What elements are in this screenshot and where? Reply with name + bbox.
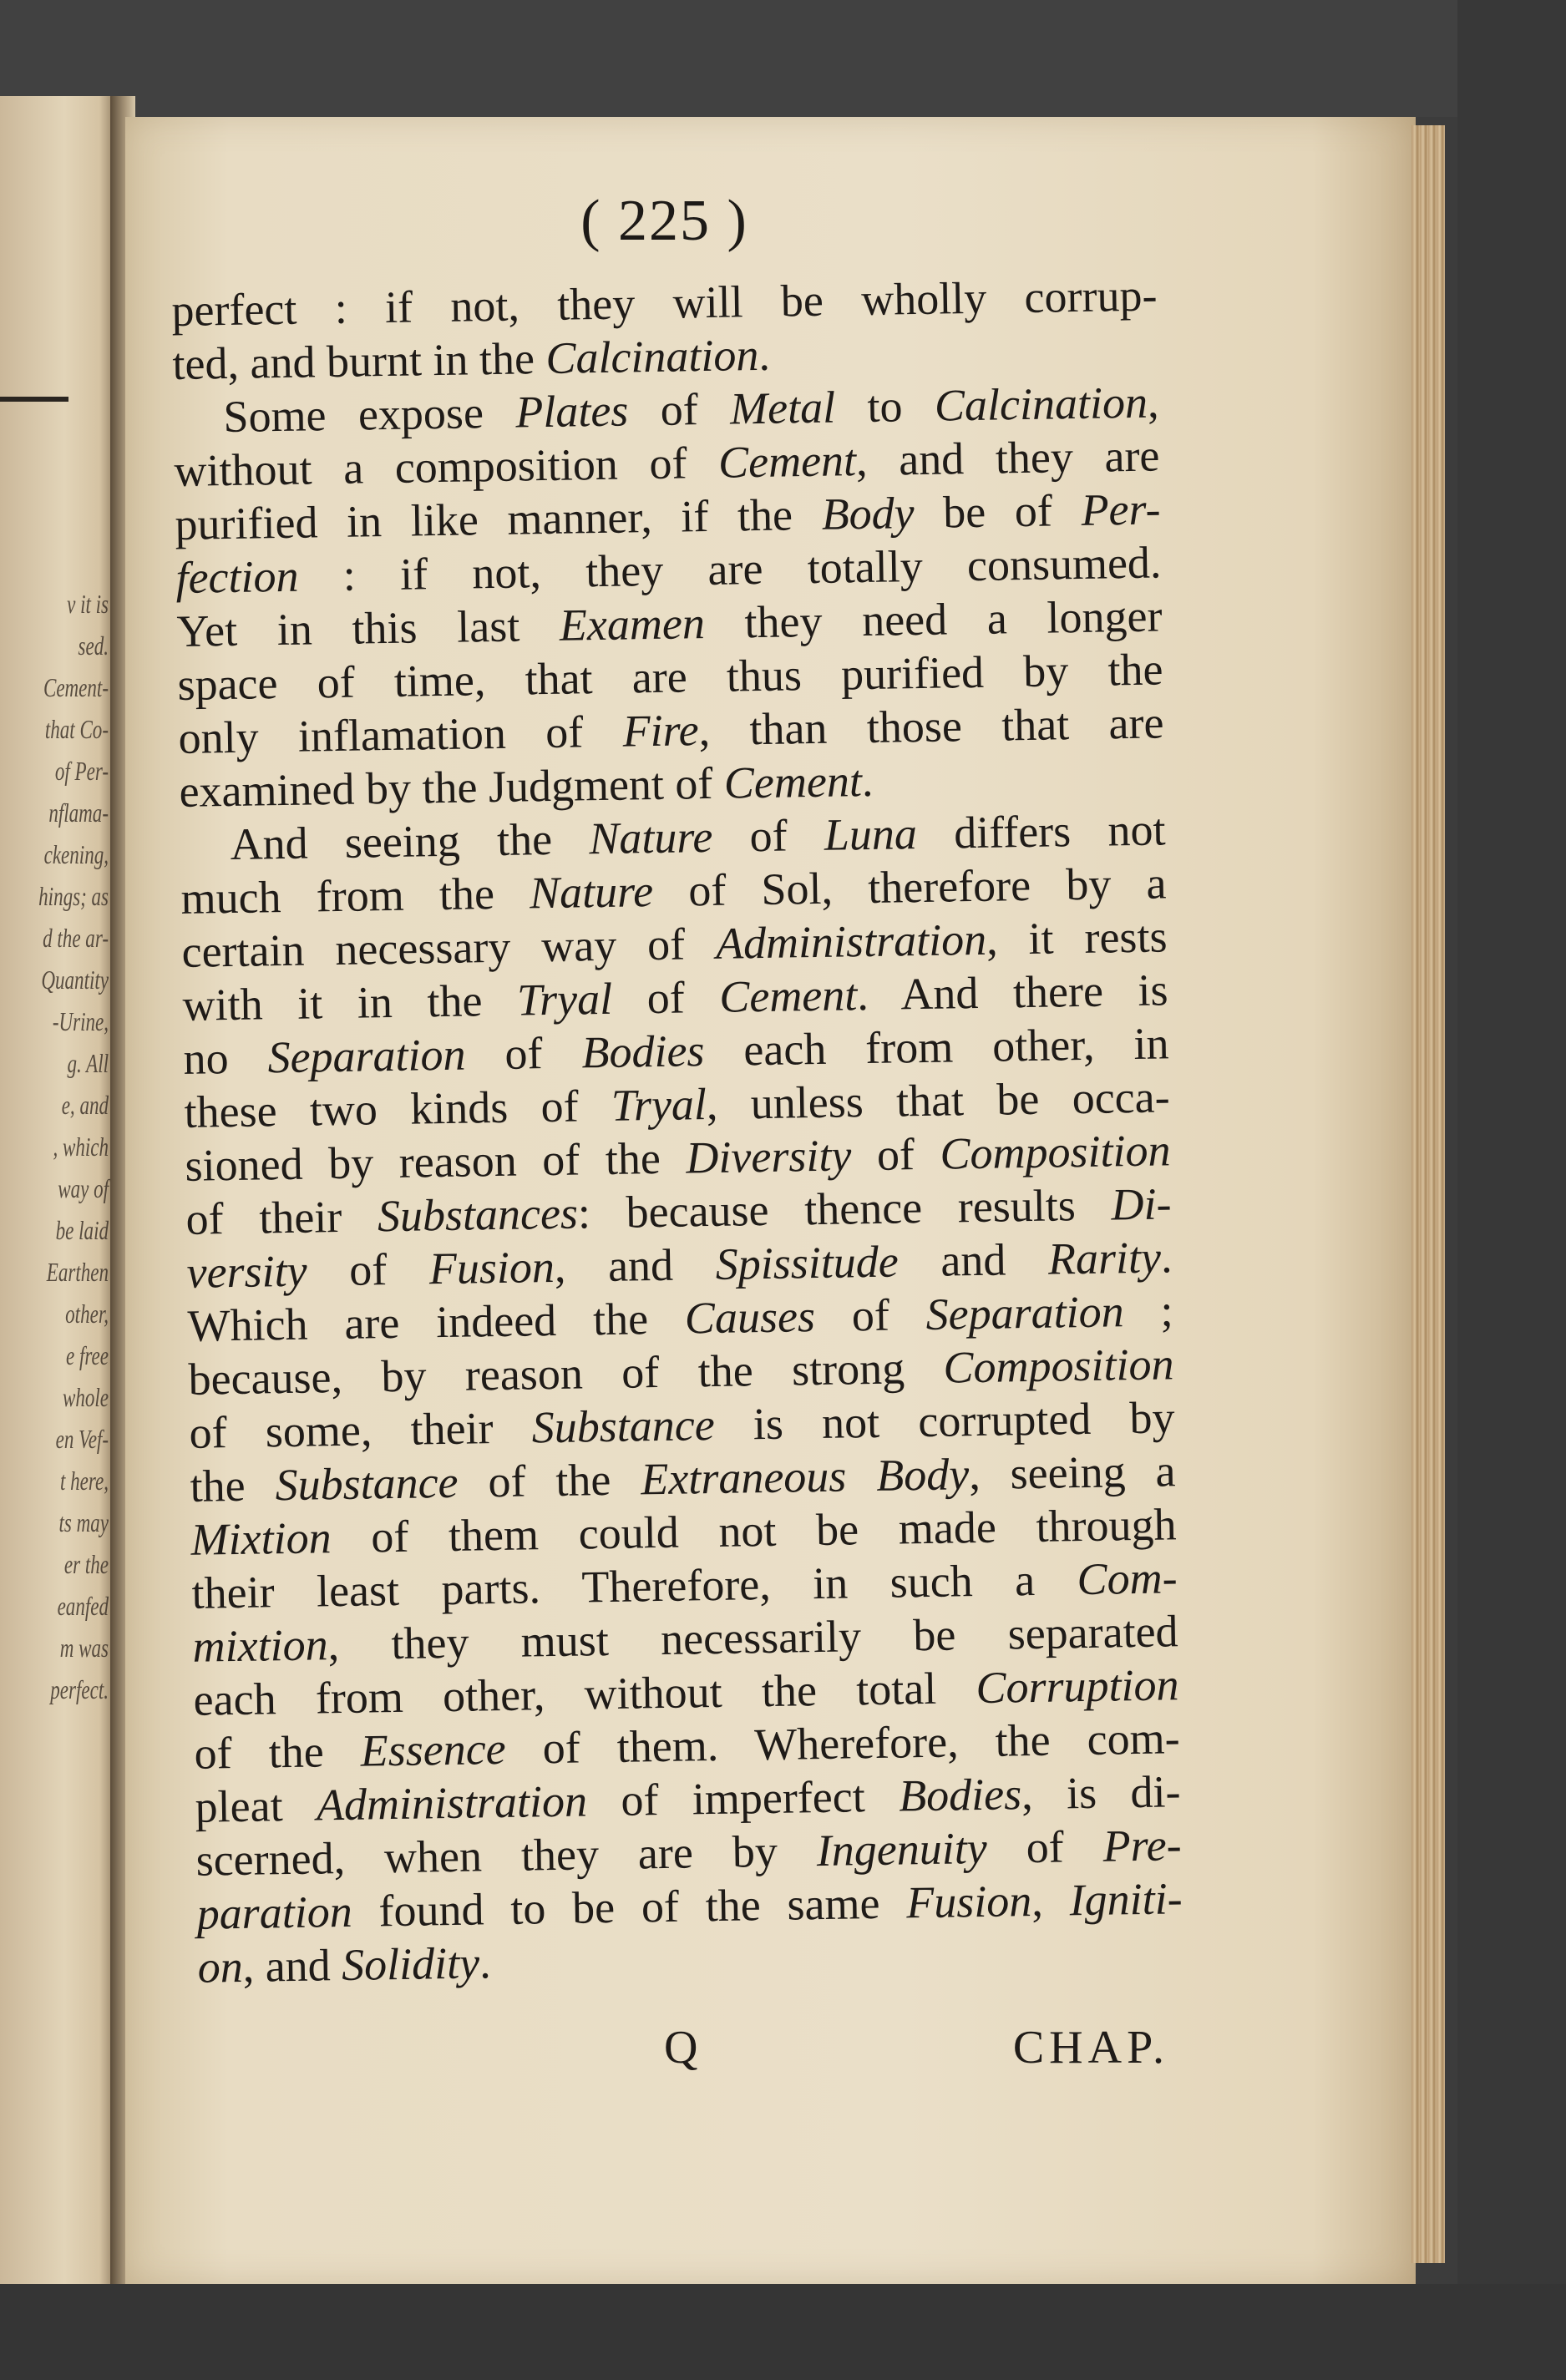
left-page-fragment: m was: [59, 1633, 109, 1663]
left-page-fragment: e free: [66, 1340, 109, 1370]
text-line: examined by the Judgment of Cement.: [179, 755, 874, 817]
left-page-fragment: perfect.: [50, 1674, 109, 1704]
left-page-fragment: that Co-: [44, 714, 109, 744]
page-footer: [651, 2021, 1169, 2088]
left-page-fragment: of Per-: [54, 756, 109, 786]
text-line: of the Essence of them. Wherefore, the com-: [194, 1713, 1181, 1779]
left-page-fragment: Earthen: [46, 1257, 109, 1287]
text-line: pleat Administration of imperfect Bodies, is di-: [195, 1766, 1181, 1832]
text-line: perfect : if not, they will be wholly corrup-: [171, 270, 1158, 336]
scan-background-right: [1457, 0, 1566, 2380]
left-page-fragment: er the: [63, 1549, 109, 1579]
page-number: ( 225 ): [580, 189, 748, 253]
text-line: of their Substances: because thence results Di-: [185, 1178, 1172, 1244]
text-line: paration found to be of the same Fusion, Igniti-: [196, 1873, 1183, 1939]
left-page-fragment: whole: [62, 1382, 109, 1412]
text-line: only inflamation of Fire, than those that are: [178, 697, 1164, 763]
scan-background-top: [0, 0, 1566, 117]
text-line: scerned, when they are by Ingenuity of Pre-: [195, 1820, 1183, 1886]
text-line: certain necessary way of Administration, it rests: [181, 911, 1168, 977]
text-line: because, by reason of the strong Composition: [188, 1339, 1174, 1405]
text-line: Some expose Plates of Metal to Calcination,: [223, 377, 1159, 443]
text-line: ted, and burnt in the Calcination.: [172, 329, 771, 389]
left-page-fragment: ckening,: [43, 839, 109, 869]
text-line: of some, their Substance is not corrupted by: [189, 1392, 1175, 1458]
left-page-fragment: , which: [53, 1132, 109, 1162]
left-page-fragment: Cement-: [43, 672, 109, 702]
catchword: CHAP.: [1012, 2022, 1169, 2074]
text-line: fection : if not, they are totally consumed.: [175, 537, 1162, 603]
left-page-fragment: en Vef-: [55, 1424, 109, 1454]
left-page-fragment: -Urine,: [52, 1006, 109, 1036]
signature-mark: Q: [664, 2022, 698, 2074]
text-line: space of time, that are thus purified by the: [177, 644, 1163, 710]
left-page-fragment: hings; as: [38, 881, 109, 911]
text-line: mixtion, they must necessarily be separated: [192, 1606, 1178, 1672]
text-line: versity of Fusion, and Spissitude and Rarity.: [186, 1232, 1173, 1298]
left-page-fragment: nflama-: [48, 798, 109, 828]
text-line: no Separation of Bodies each from other, in: [183, 1018, 1169, 1084]
left-page-fragment: t here,: [59, 1466, 109, 1496]
left-page-fragment: v it is: [67, 589, 109, 619]
page-edge: [1411, 125, 1445, 2263]
text-line: much from the Nature of Sol, therefore by a: [180, 858, 1167, 924]
left-page-fragment: d the ar-: [43, 923, 109, 953]
left-page-fragment: g. All: [67, 1048, 109, 1078]
text-line: Mixtion of them could not be made through: [190, 1499, 1177, 1565]
left-page-rule: [0, 397, 68, 402]
left-page-fragment: sed.: [78, 630, 109, 661]
text-line: each from other, without the total Corruption: [193, 1659, 1179, 1725]
text-line: And seeing the Nature of Luna differs not: [230, 804, 1166, 869]
text-line: with it in the Tryal of Cement. And there is: [182, 965, 1169, 1030]
text-line: sioned by reason of the Diversity of Composition: [185, 1125, 1171, 1191]
left-page-fragment: way of: [58, 1173, 109, 1203]
left-page-fragment: e, and: [61, 1090, 109, 1120]
left-page-fragment: Quantity: [41, 965, 109, 995]
text-line: Which are indeed the Causes of Separation ;: [187, 1285, 1173, 1351]
left-page-fragment: other,: [65, 1299, 109, 1329]
text-line: purified in like manner, if the Body be of Per-: [175, 484, 1161, 549]
scan-background-bottom: [0, 2284, 1566, 2380]
text-line: their least parts. Therefore, in such a Com-: [191, 1552, 1178, 1618]
left-page-fragment: ts may: [58, 1507, 109, 1537]
left-page-fragment: be laid: [55, 1215, 109, 1245]
page-body: [171, 268, 1183, 1993]
text-line: these two kinds of Tryal, unless that be occa-: [184, 1071, 1171, 1137]
text-line: Yet in this last Examen they need a longer: [176, 590, 1163, 656]
left-page: [0, 96, 117, 2284]
left-page-fragment: eanfed: [57, 1591, 109, 1621]
text-line: on, and Solidity.: [197, 1937, 492, 1993]
text-line: without a composition of Cement, and they are: [174, 430, 1160, 496]
text-line: the Substance of the Extraneous Body, seeing a: [190, 1446, 1176, 1512]
